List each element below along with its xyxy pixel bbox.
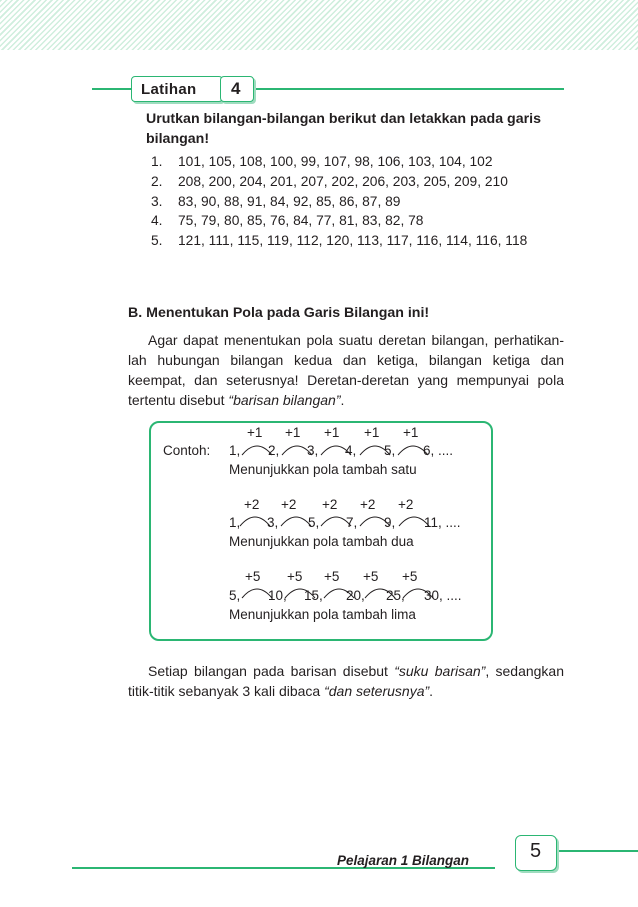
- sequence-term: 1,: [229, 443, 241, 458]
- term-barisan-bilangan: “barisan bilangan”: [228, 392, 341, 408]
- sequence-term: 5,: [229, 588, 241, 603]
- sequence-term: 20,: [346, 588, 365, 603]
- pattern-caption: Menunjukkan pola tambah dua: [229, 534, 414, 549]
- sequence-term: 6, ....: [423, 443, 454, 458]
- example-label: Contoh:: [163, 443, 211, 458]
- sequence-term: 2,: [268, 443, 280, 458]
- sequence-term: 5,: [384, 443, 396, 458]
- step-label: +2: [360, 497, 376, 512]
- sequence-term: 30, ....: [424, 588, 462, 603]
- exercise-item: 4. 75, 79, 80, 85, 76, 84, 77, 81, 83, 82, 78: [151, 213, 424, 228]
- section-heading: B. Menentukan Pola pada Garis Bilangan ini!: [128, 305, 430, 321]
- sequence-term: 7,: [346, 515, 358, 530]
- step-label: +2: [281, 497, 297, 512]
- sequence-term: 3,: [307, 443, 319, 458]
- footer-line-right: [555, 850, 638, 852]
- sequence-term: 9,: [384, 515, 396, 530]
- sequence-term: 5,: [308, 515, 320, 530]
- step-label: +5: [402, 569, 418, 584]
- exercise-label: Latihan: [141, 81, 197, 98]
- term-suku-barisan: “suku barisan”: [394, 663, 486, 679]
- exercise-item: 2. 208, 200, 204, 201, 207, 202, 206, 203, 205, 209, 210: [151, 174, 508, 189]
- exercise-instruction: Urutkan bilangan-bilangan berikut dan letakkan pada garis bilangan!: [146, 111, 541, 147]
- footer-chapter-title: Pelajaran 1 Bilangan: [337, 853, 470, 868]
- step-label: +5: [324, 569, 340, 584]
- step-label: +2: [244, 497, 260, 512]
- exercise-number: 4: [231, 79, 241, 98]
- page-number: 5: [530, 840, 542, 862]
- step-label: +2: [322, 497, 338, 512]
- sequence-term: 10,: [268, 588, 287, 603]
- step-label: +5: [245, 569, 261, 584]
- step-label: +5: [287, 569, 303, 584]
- sequence-term: 11, ....: [424, 515, 461, 530]
- step-label: +1: [364, 425, 380, 440]
- sequence-term: 25,: [386, 588, 405, 603]
- step-label: +1: [324, 425, 340, 440]
- step-label: +1: [247, 425, 263, 440]
- step-label: +5: [363, 569, 379, 584]
- pattern-caption: Menunjukkan pola tambah lima: [229, 607, 416, 622]
- exercise-item: 5. 121, 111, 115, 119, 112, 120, 113, 117, 116, 114, 116, 118: [151, 233, 528, 248]
- exercise-item: 1. 101, 105, 108, 100, 99, 107, 98, 106, 103, 104, 102: [151, 154, 493, 169]
- page-number-badge: [515, 835, 557, 871]
- sequence-term: 3,: [267, 515, 279, 530]
- step-label: +2: [398, 497, 414, 512]
- sequence-term: 4,: [345, 443, 357, 458]
- exercise-item: 3. 83, 90, 88, 91, 84, 92, 85, 86, 87, 89: [151, 194, 401, 209]
- paragraph-closing: Setiap bilangan pada barisan disebut “suku barisan”, sedangkan titik-titik sebanyak 3 kali dibaca “dan seterusnya”.: [128, 663, 564, 699]
- paragraph-intro: Agar dapat menentukan pola suatu deretan bilangan, perhatikan-lah hubungan bilangan kedua dan ketiga, bilangan ketiga dan keempat, dan seterusnya! Deretan-deretan yang mempunyai pola tertentu disebut “barisan bilangan”.: [128, 332, 564, 408]
- sequence-term: 15,: [304, 588, 323, 603]
- step-label: +1: [285, 425, 301, 440]
- step-label: +1: [403, 425, 419, 440]
- pattern-caption: Menunjukkan pola tambah satu: [229, 462, 417, 477]
- sequence-term: 1,: [229, 515, 241, 530]
- term-dan-seterusnya: “dan seterusnya”: [324, 683, 430, 699]
